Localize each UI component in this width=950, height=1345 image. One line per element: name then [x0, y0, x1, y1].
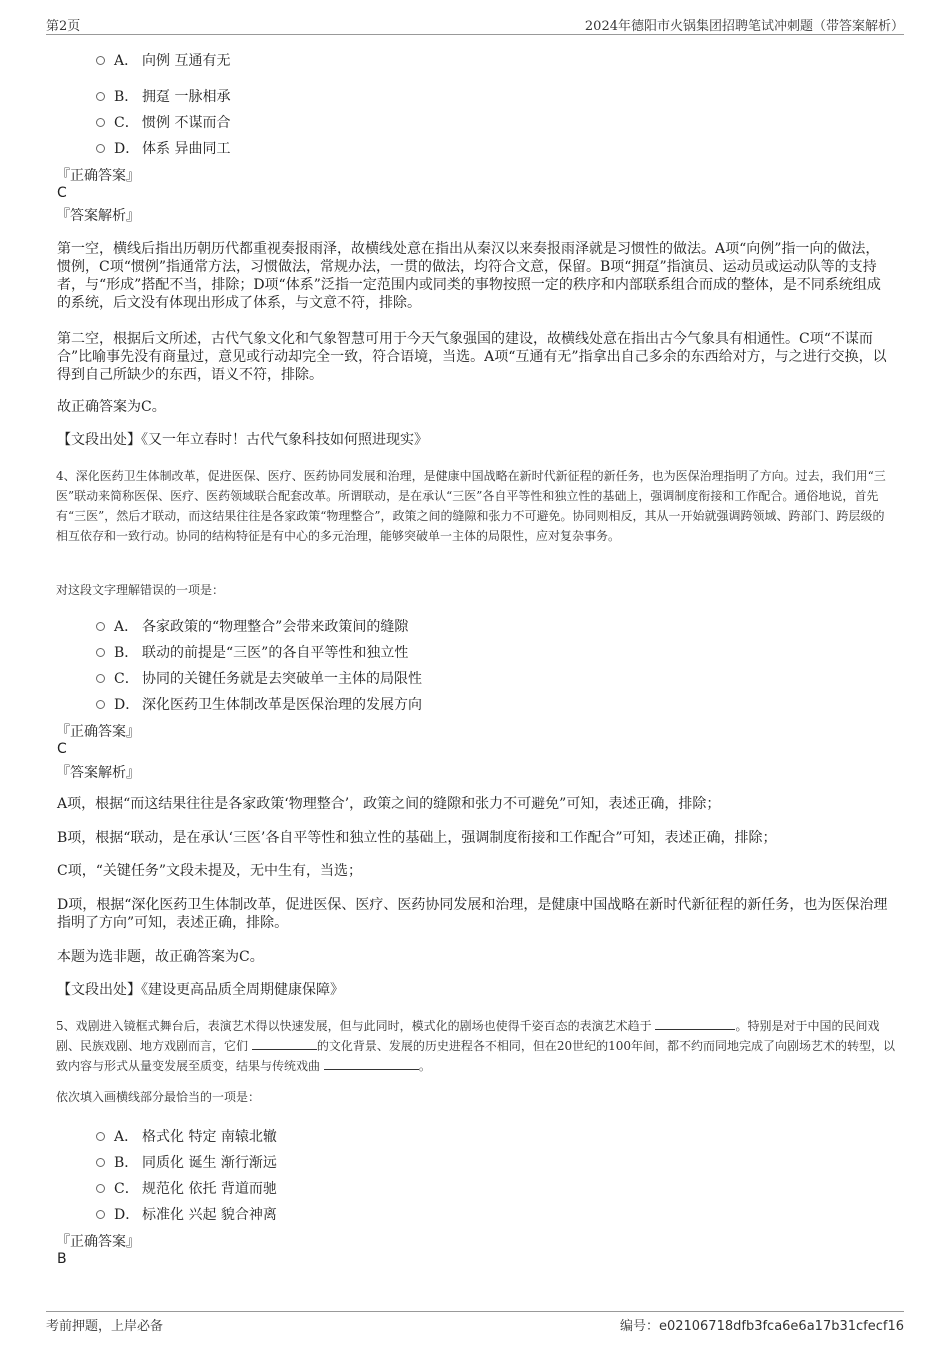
- q4-analysis-a: A项，根据“而这结果往往是各家政策‘物理整合’，政策之间的缝隙和张力不可避免”可知，表述正确，排除；: [57, 796, 721, 812]
- q5-question: 依次填入画横线部分最恰当的一项是：: [56, 1090, 261, 1104]
- radio-icon[interactable]: [96, 56, 105, 65]
- radio-icon[interactable]: [96, 648, 105, 657]
- q3-answer: C: [57, 185, 67, 201]
- page-footer: [46, 1311, 904, 1334]
- q5-option-b[interactable]: B． 同质化 诞生 渐行渐远: [96, 1152, 277, 1172]
- q3-option-c[interactable]: C． 惯例 不谋而合: [96, 112, 230, 132]
- q4-option-d[interactable]: D． 深化医药卫生体制改革是医保治理的发展方向: [96, 694, 422, 714]
- radio-icon[interactable]: [96, 1184, 105, 1193]
- footer-slogan: 考前押题，上岸必备: [46, 1319, 164, 1334]
- q4-option-c[interactable]: C． 协同的关键任务就是去突破单一主体的局限性: [96, 668, 422, 688]
- q4-question: 对这段文字理解错误的一项是：: [56, 583, 225, 597]
- q4-analysis-b: B项，根据“联动，是在承认‘三医’各自平等性和独立性的基础上，强调制度衔接和工作配合”可知，表述正确，排除；: [57, 830, 777, 846]
- q4-analysis-d: D项，根据“深化医药卫生体制改革，促进医保、医疗、医药协同发展和治理，是健康中国战略在新时代新征程的新任务，也为医保治理指明了方向”可知，表述正确，排除。: [57, 897, 888, 931]
- q4-answer: C: [57, 741, 67, 757]
- q3-analysis-2: 第二空，根据后文所述，古代气象文化和气象智慧可用于今天气象强国的建设，故横线处意在指出古今气象具有相通性。C项“不谋而合”比喻事先没有商量过，意见或行动却完全一致，符合语境，当选。A项“互通有无”指拿出自己多余的东西给对方，与之进行交换，以得到自己所缺少的东西，语义不符，排除。: [57, 331, 887, 383]
- analysis-label: 『答案解析』: [56, 765, 140, 781]
- q3-option-b[interactable]: B． 拥趸 一脉相承: [96, 86, 230, 106]
- q5-answer: B: [57, 1251, 67, 1267]
- document-title: 2024年德阳市火锅集团招聘笔试冲刺题（带答案解析）: [584, 19, 904, 34]
- blank-1: [655, 1017, 735, 1030]
- answer-label: 『正确答案』: [56, 168, 140, 184]
- q5-stem: 5、戏剧进入镜框式舞台后，表演艺术得以快速发展，但与此同时，模式化的剧场也使得千姿百态的表演艺术趋于 。特别是对于中国的民间戏剧、民族戏剧、地方戏剧而言，它们 的文化背景、发展的历史进程各不相同，但在20世纪的100年间，都不约而同地完成了向剧场艺术的转型，以致内容与形式从量变发展至质变，结果与传统戏曲 。: [56, 1019, 896, 1073]
- page-header: [46, 12, 904, 35]
- radio-icon[interactable]: [96, 118, 105, 127]
- radio-icon[interactable]: [96, 92, 105, 101]
- q4-source: 【文段出处】《建设更高品质全周期健康保障》: [57, 982, 344, 998]
- page-number: 第2页: [46, 19, 81, 34]
- radio-icon[interactable]: [96, 674, 105, 683]
- q5-option-a[interactable]: A． 格式化 特定 南辕北辙: [96, 1126, 277, 1146]
- q3-source: 【文段出处】《又一年立春时！古代气象科技如何照进现实》: [57, 432, 428, 448]
- radio-icon[interactable]: [96, 622, 105, 631]
- q4-analysis-conclusion: 本题为选非题，故正确答案为C。: [57, 949, 264, 965]
- footer-code: 编号：e02106718dfb3fca6e6a17b31cfecf16: [619, 1319, 904, 1334]
- q4-option-b[interactable]: B． 联动的前提是“三医”的各自平等性和独立性: [96, 642, 408, 662]
- q5-option-d[interactable]: D． 标准化 兴起 貌合神离: [96, 1204, 277, 1224]
- q5-option-c[interactable]: C． 规范化 依托 背道而驰: [96, 1178, 277, 1198]
- q4-option-a[interactable]: A． 各家政策的“物理整合”会带来政策间的缝隙: [96, 616, 408, 636]
- radio-icon[interactable]: [96, 1158, 105, 1167]
- q3-analysis-3: 故正确答案为C。: [57, 399, 166, 415]
- blank-3: [324, 1057, 419, 1070]
- answer-label: 『正确答案』: [56, 1234, 140, 1250]
- q3-analysis-1: 第一空，横线后指出历朝历代都重视奏报雨泽，故横线处意在指出从秦汉以来奏报雨泽就是习惯性的做法。A项“向例”指一向的做法，惯例，C项“惯例”指通常方法，习惯做法，常规办法，一贯的做法，均符合文意，保留。B项“拥趸”指演员、运动员或运动队等的支持者，与“形成”搭配不当，排除；D项“体系”泛指一定范围内或同类的事物按照一定的秩序和内部联系组合而成的整体，是不同系统组成的系统，后文没有体现出形成了体系，与文意不符，排除。: [57, 241, 881, 311]
- radio-icon[interactable]: [96, 144, 105, 153]
- q4-analysis-c: C项，“关键任务”文段未提及，无中生有，当选；: [57, 863, 363, 879]
- q3-option-d[interactable]: D． 体系 异曲同工: [96, 138, 230, 158]
- radio-icon[interactable]: [96, 1132, 105, 1141]
- q3-option-a[interactable]: A． 向例 互通有无: [96, 50, 230, 70]
- answer-label: 『正确答案』: [56, 724, 140, 740]
- analysis-label: 『答案解析』: [56, 208, 140, 224]
- q4-stem: 4、深化医药卫生体制改革，促进医保、医疗、医药协同发展和治理，是健康中国战略在新时代新征程的新任务，也为医保治理指明了方向。过去，我们用“三医”联动来简称医保、医疗、医药领域联合配套改革。所谓联动，是在承认“三医”各自平等性和独立性的基础上，强调制度衔接和工作配合。通俗地说，首先有“三医”，然后才联动，而这结果往往是各家政策“物理整合”，政策之间的缝隙和张力不可避免。协同则相反，其从一开始就强调跨领域、跨部门、跨层级的相互依存和一致行动。协同的结构特征是有中心的多元治理，能够突破单一主体的局限性，应对复杂事务。: [56, 469, 886, 543]
- blank-2: [252, 1037, 317, 1050]
- radio-icon[interactable]: [96, 1210, 105, 1219]
- radio-icon[interactable]: [96, 700, 105, 709]
